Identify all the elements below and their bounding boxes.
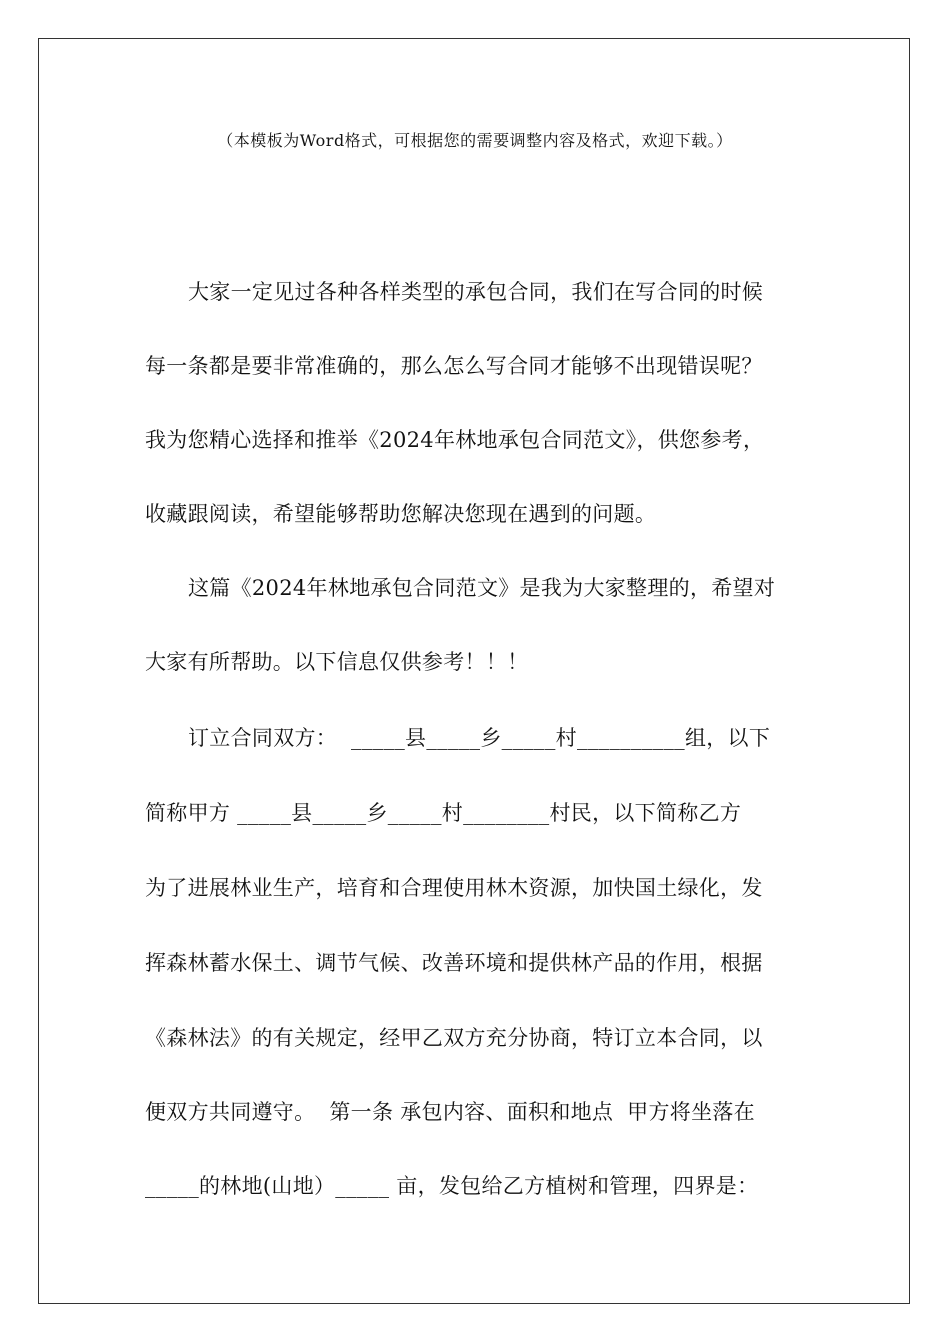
body-line-10: 挥森林蓄水保土、调节气候、改善环境和提供林产品的作用，根据 [145,951,763,975]
body-line-9: 为了进展林业生产，培育和合理使用林木资源，加快国土绿化，发 [145,876,763,900]
body-line-12: 便双方共同遵守。 第一条 承包内容、面积和地点 甲方将坐落在 [145,1100,755,1124]
body-line-1: 大家一定见过各种各样类型的承包合同，我们在写合同的时候 [188,280,764,304]
body-line-7: 订立合同双方： _____县_____乡_____村__________组，以下 [188,726,771,750]
body-line-6: 大家有所帮助。以下信息仅供参考！！！ [145,650,529,674]
body-line-3: 我为您精心选择和推举《2024年林地承包合同范文》，供您参考， [145,428,765,452]
body-line-8: 简称甲方 _____县_____乡_____村________村民，以下简称乙方 [145,801,742,825]
body-line-11: 《森林法》的有关规定，经甲乙双方充分协商，特订立本合同，以 [145,1026,763,1050]
template-note: （本模板为Word格式，可根据您的需要调整内容及格式，欢迎下载。） [217,131,733,150]
body-line-13: _____的林地(山地）_____ 亩，发包给乙方植树和管理，四界是： [145,1174,759,1198]
body-line-2: 每一条都是要非常准确的，那么怎么写合同才能够不出现错误呢？ [145,354,763,378]
body-line-5: 这篇《2024年林地承包合同范文》是我为大家整理的，希望对 [188,576,776,600]
body-line-4: 收藏跟阅读，希望能够帮助您解决您现在遇到的问题。 [145,502,657,526]
